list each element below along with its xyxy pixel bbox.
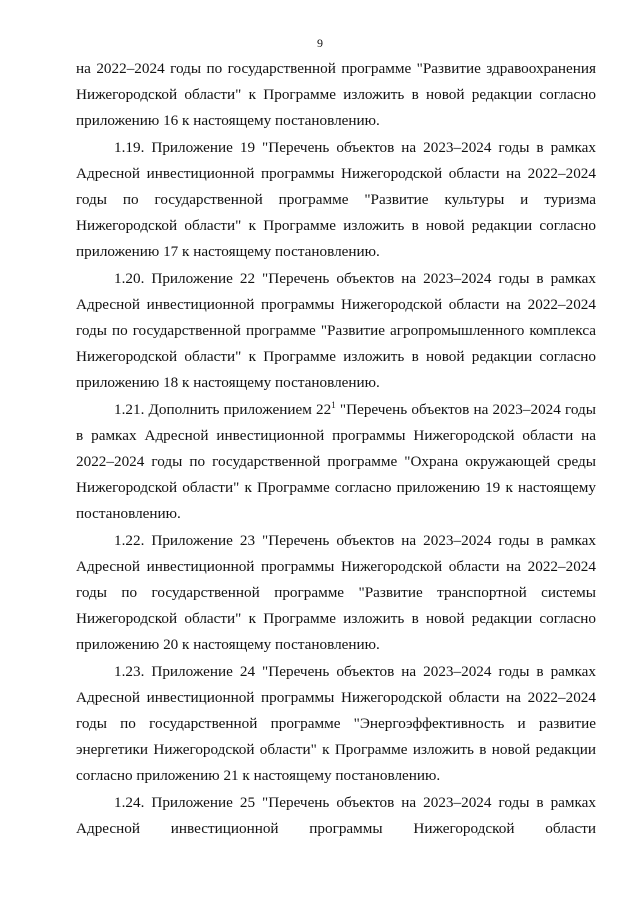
paragraph-1-19: 1.19. Приложение 19 "Перечень объектов на 2023–2024 годы в рамках Адресной инвестиционной программы Нижегородской области на 2022–2024 годы по государственной программе "Развитие культуры и туризма Нижегородской области" к Программе изложить в новой редакции согласно приложению 17 к настоящему постановлению. [76,138,596,261]
paragraph-1-22: 1.22. Приложение 23 "Перечень объектов на 2023–2024 годы в рамках Адресной инвестиционной программы Нижегородской области на 2022–2024 годы по государственной программе "Развитие транспортной системы Нижегородской области" к Программе изложить в новой редакции согласно приложению 20 к настоящему постановлению. [76,531,596,654]
paragraph-continuation: на 2022–2024 годы по государственной программе "Развитие здравоохранения Нижегородской области" к Программе изложить в новой редакции согласно приложению 16 к настоящему постановлению. [76,60,596,130]
paragraph-1-24: 1.24. Приложение 25 "Перечень объектов на 2023–2024 годы в рамках Адресной инвестиционной программы Нижегородской области [76,793,596,837]
paragraph-1-21 [76,397,596,528]
page-number: 9 [317,36,323,50]
superscript-1: 1 [331,399,336,410]
paragraph-1-23: 1.23. Приложение 24 "Перечень объектов на 2023–2024 годы в рамках Адресной инвестиционной программы Нижегородской области на 2022–2024 годы по государственной программе "Энергоэффективность и развитие энергетики Нижегородской области" к Программе изложить в новой редакции согласно приложению 21 к настоящему постановлению. [76,662,596,785]
paragraph-1-21-rest: "Перечень объектов на 2023–2024 годы в рамках Адресной инвестиционной программы Нижегородской области на 2022–2024 годы по государственной программе "Охрана окружающей среды Нижегородской области" к Программе согласно приложению 19 к настоящему постановлению. [76,400,596,523]
paragraph-1-21-start: 1.21. Дополнить приложением 22 [114,400,332,418]
paragraph-1-20: 1.20. Приложение 22 "Перечень объектов на 2023–2024 годы в рамках Адресной инвестиционной программы Нижегородской области на 2022–2024 годы по государственной программе "Развитие агропромышленного комплекса Нижегородской области" к Программе изложить в новой редакции согласно приложению 18 к настоящему постановлению. [76,269,596,392]
document-body [76,56,596,842]
